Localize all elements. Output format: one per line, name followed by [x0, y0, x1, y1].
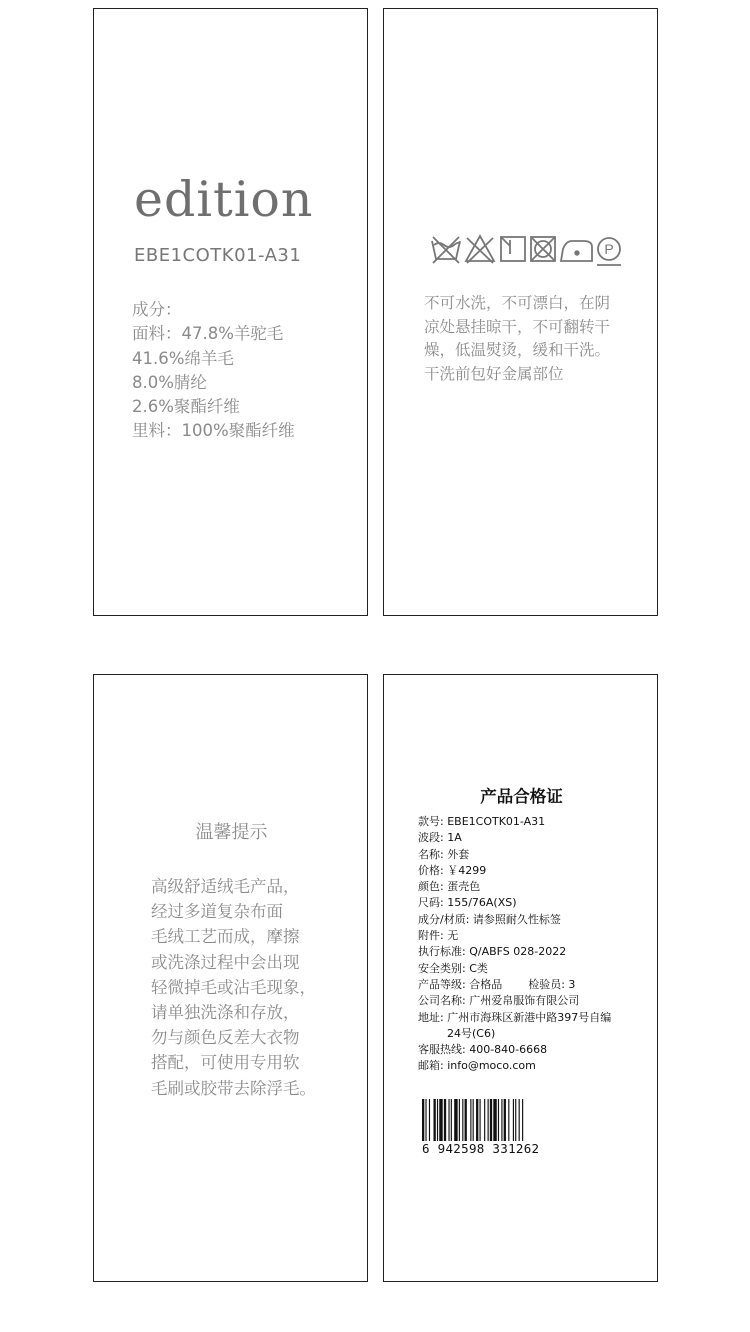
composition-line: 成分：: [132, 300, 182, 319]
composition-label: [93, 8, 368, 616]
low-iron-icon: [561, 241, 592, 261]
field-key: 执行标准:: [418, 945, 470, 959]
composition-line: 8.0%腈纶: [132, 372, 207, 392]
barcode-number: 6 942598 331262: [422, 1141, 540, 1156]
care-instructions: [424, 292, 634, 386]
field-key: 尺码:: [418, 896, 448, 910]
field-inspector: [528, 977, 575, 993]
field-key: 款号:: [418, 815, 448, 828]
field-key: 安全类别:: [418, 961, 470, 975]
field-value: 广州爱帛服饰有限公司: [469, 994, 580, 1008]
field-key: 公司名称:: [418, 994, 470, 1008]
field-value: 广州市海珠区新港中路397号自编: [447, 1010, 612, 1024]
field-key: 客服热线:: [418, 1043, 470, 1057]
care-label: [383, 8, 658, 616]
certificate-label: [383, 674, 658, 1282]
certificate-fields: [418, 814, 611, 1075]
field-value: Q/ABFS 028-2022: [469, 945, 567, 959]
style-code: EBE1COTK01-A31: [134, 245, 302, 266]
tips-line: 高级舒适绒毛产品，: [151, 877, 300, 896]
composition-line: 41.6%绵羊毛: [132, 348, 234, 368]
composition-line: 2.6%聚酯纤维: [132, 397, 240, 417]
field-safety: [418, 961, 611, 977]
field-value: 1A: [447, 831, 462, 845]
care-line: 凉处悬挂晾干，不可翻转干: [424, 317, 611, 336]
field-value: C类: [469, 961, 488, 975]
field-price: [418, 863, 611, 879]
field-value: 外套: [447, 847, 470, 861]
field-key: 成分/材质:: [418, 912, 473, 926]
field-key: 检验员:: [528, 977, 569, 991]
hang-dry-shade-icon: [501, 237, 525, 261]
no-wash-icon: [432, 237, 460, 263]
dry-clean-p-icon: [597, 238, 621, 265]
field-company: [418, 993, 611, 1009]
dry-clean-letter: P: [604, 241, 614, 257]
field-value: 155/76A(XS): [447, 896, 517, 910]
composition-line: 里料：100%聚酯纤维: [132, 421, 295, 441]
no-tumble-dry-icon: [531, 237, 555, 261]
composition-list: [132, 298, 295, 444]
composition-line: 面料：47.8%羊驼毛: [132, 324, 284, 344]
field-value: info@moco.com: [447, 1059, 536, 1073]
tips-line: 或洗涤过程中会出现: [151, 952, 300, 972]
tips-title: 温馨提示: [195, 822, 268, 843]
field-key: 地址:: [418, 1010, 448, 1024]
care-line: 燥，低温熨烫，缓和干洗。: [424, 341, 611, 359]
field-key: 价格:: [418, 863, 448, 877]
care-icons: [430, 233, 626, 267]
field-value: 无: [447, 929, 459, 943]
care-line: 不可水洗，不可漂白，在阴: [424, 294, 611, 312]
field-name: [418, 847, 611, 863]
field-value: 请参照耐久性标签: [472, 912, 561, 926]
field-value: 400-840-6668: [469, 1043, 548, 1057]
tips-line: 毛绒工艺而成，摩擦: [151, 927, 300, 947]
field-style-no: [418, 814, 611, 830]
field-key: 产品等级:: [418, 977, 470, 991]
certificate-title: 产品合格证: [480, 787, 563, 806]
field-address-line2: 24号(C6): [447, 1026, 496, 1040]
field-key: 颜色:: [418, 880, 448, 894]
brand-logo: edition: [134, 171, 314, 228]
field-key: 名称:: [418, 847, 448, 861]
tips-line: 轻微掉毛或沾毛现象，: [151, 977, 316, 997]
field-grade: [418, 977, 611, 993]
field-size: [418, 895, 611, 911]
field-key: 邮箱:: [418, 1059, 448, 1073]
tips-body: [151, 874, 316, 1101]
field-wave: [418, 830, 611, 846]
field-value: EBE1COTK01-A31: [447, 815, 546, 828]
field-standard: [418, 944, 611, 960]
field-color: [418, 879, 611, 895]
tips-line: 搭配，可使用专用软: [151, 1053, 300, 1073]
field-hotline: [418, 1042, 611, 1058]
field-key: 波段:: [418, 831, 448, 845]
tips-line: 勿与颜色反差大衣物: [151, 1028, 300, 1048]
field-value: ￥4299: [447, 863, 487, 877]
care-line: 干洗前包好金属部位: [424, 364, 564, 383]
field-value: 3: [568, 977, 576, 991]
tips-label: [93, 674, 368, 1282]
tips-line: 毛刷或胶带去除浮毛。: [151, 1078, 316, 1098]
field-address: [418, 1010, 611, 1026]
tips-line: 经过多道复杂布面: [151, 902, 283, 922]
no-bleach-icon: [466, 236, 494, 263]
field-value: 蛋壳色: [447, 880, 481, 894]
field-value: 合格品: [469, 977, 503, 991]
field-accessories: [418, 928, 611, 944]
tips-line: 请单独洗涤和存放，: [151, 1003, 300, 1023]
field-key: 附件:: [418, 929, 448, 943]
field-email: [418, 1058, 611, 1074]
field-material: [418, 912, 611, 928]
